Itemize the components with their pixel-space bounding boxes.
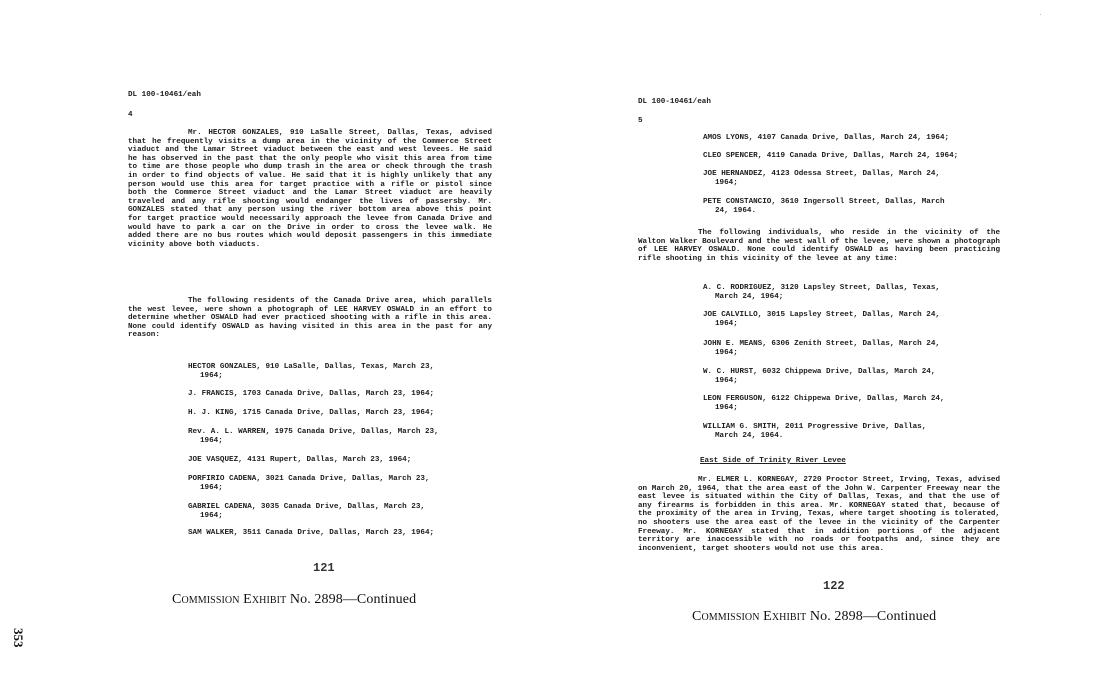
resident-entry: CLEO SPENCER, 4119 Canada Drive, Dallas, March 24, 1964; (703, 152, 959, 160)
walton-walker-paragraph-text: The following individuals, who reside in the vicinity of the Walton Walker Boulevard and the west wall of the levee, were shown a photograph of LEE HARVEY OSWALD. None could identify OSWALD as having been practicing rifle shooting in this vicinity of the levee at any time: (638, 229, 1000, 263)
canada-drive-residents-list (188, 363, 508, 548)
walton-walker-residents-list (703, 284, 1023, 447)
individual-entry: JOHN E. MEANS, 6306 Zenith Street, Dallas, March 24, 1964; (703, 340, 940, 357)
right-document-page (547, 0, 1094, 691)
individual-entry: WILLIAM G. SMITH, 2011 Progressive Drive, Dallas, March 24, 1964. (703, 423, 927, 440)
volume-page-number: 353 (11, 628, 26, 648)
individual-entry: W. C. HURST, 6032 Chippewa Drive, Dallas, March 24, 1964; (703, 368, 936, 385)
exhibit-caption (172, 592, 417, 607)
kornegay-paragraph (638, 476, 1000, 553)
exhibit-page-number: 121 (313, 561, 335, 575)
resident-entry: JOE VASQUEZ, 4131 Rupert, Dallas, March 23, 1964; (188, 456, 412, 464)
individual-entry: LEON FERGUSON, 6122 Chippewa Drive, Dallas, March 24, 1964; (703, 395, 945, 412)
exhibit-caption-title: Commission Exhibit (692, 609, 807, 624)
resident-entry: H. J. KING, 1715 Canada Drive, Dallas, March 23, 1964; (188, 409, 435, 417)
gonzales-paragraph (128, 129, 492, 249)
resident-entry: GABRIEL CADENA, 3035 Canada Drive, Dallas, March 23, 1964; (188, 503, 425, 520)
walton-walker-paragraph (638, 229, 1000, 263)
resident-entry: Rev. A. L. WARREN, 1975 Canada Drive, Dallas, March 23, 1964; (188, 428, 439, 445)
canada-drive-paragraph (128, 297, 492, 340)
resident-entry: PETE CONSTANCIO, 3610 Ingersoll Street, Dallas, March 24, 1964. (703, 198, 945, 215)
exhibit-caption-number: No. 2898—Continued (809, 609, 937, 624)
kornegay-paragraph-text: Mr. ELMER L. KORNEGAY, 2720 Proctor Street, Irving, Texas, advised on March 20, 1964, that the area east of the John W. Carpenter Freeway near the east levee is situated within the City of Dallas, Texas, and that the use of any firearms is forbidden in this area. Mr. KORNEGAY stated that, because of the proximity of the area in Irving, Texas, where target shooting is tolerated, no shooters use the area east of the levee in the vicinity of the Carpenter Freeway. Mr. KORNEGAY stated that in addition portions of the adjacent territory are inaccessible with no roads or footpaths and, since they are inconvenient, target shooters would not use this area. (638, 476, 1000, 553)
exhibit-caption-number: No. 2898—Continued (289, 592, 417, 607)
individual-entry: A. C. RODRIGUEZ, 3120 Lapsley Street, Dallas, Texas, March 24, 1964; (703, 284, 940, 301)
exhibit-page-number: 122 (823, 579, 845, 593)
canada-drive-residents-list-cont (703, 134, 1023, 222)
resident-entry: J. FRANCIS, 1703 Canada Drive, Dallas, March 23, 1964; (188, 390, 435, 398)
resident-entry: HECTOR GONZALES, 910 LaSalle, Dallas, Texas, March 23, 1964; (188, 363, 435, 380)
gonzales-paragraph-text: Mr. HECTOR GONZALES, 910 LaSalle Street, Dallas, Texas, advised that he frequently visits a dump area in the vicinity of the Commerce Street viaduct and the Lamar Street viaduct between the east and west levees. He said he has observed in the past that the only people who visit this area from time to time are those people who dump trash in the area or check through the trash in order to find objects of value. He said that it is highly unlikely that any person would use this area for target practice with a rifle or pistol since both the Commerce Street viaduct and the Lamar Street viaduct are heavily traveled and any rifle shooting would endanger the lives of passersby. Mr. GONZALES stated that any person using the river bottom area above this point for target practice would necessarily approach the levee from Canada Drive and would have to park a car on the Drive in order to cross the levee walk. He added there are no bus routes which would deposit passengers in this immediate vicinity above both viaducts. (128, 129, 492, 249)
section-heading: East Side of Trinity River Levee (700, 457, 846, 465)
resident-entry: SAM WALKER, 3511 Canada Drive, Dallas, March 23, 1964; (188, 529, 435, 537)
exhibit-caption-title: Commission Exhibit (172, 592, 287, 607)
page-number: 5 (638, 117, 643, 125)
scan-speck (1040, 14, 1041, 15)
page-number: 4 (128, 111, 133, 119)
exhibit-caption (692, 609, 937, 624)
file-number: DL 100-10461/eah (638, 98, 711, 106)
canada-drive-paragraph-text: The following residents of the Canada Drive area, which parallels the west levee, were shown a photograph of LEE HARVEY OSWALD in an effort to determine whether OSWALD had ever practiced shooting with a rifle in this area. None could identify OSWALD as having visited in this area in the past for any reason: (128, 297, 492, 340)
individual-entry: JOE CALVILLO, 3015 Lapsley Street, Dallas, March 24, 1964; (703, 311, 940, 328)
file-number: DL 100-10461/eah (128, 91, 201, 99)
resident-entry: PORFIRIO CADENA, 3021 Canada Drive, Dallas, March 23, 1964; (188, 475, 430, 492)
resident-entry: JOE HERNANDEZ, 4123 Odessa Street, Dallas, March 24, 1964; (703, 170, 940, 187)
resident-entry: AMOS LYONS, 4107 Canada Drive, Dallas, March 24, 1964; (703, 134, 950, 142)
